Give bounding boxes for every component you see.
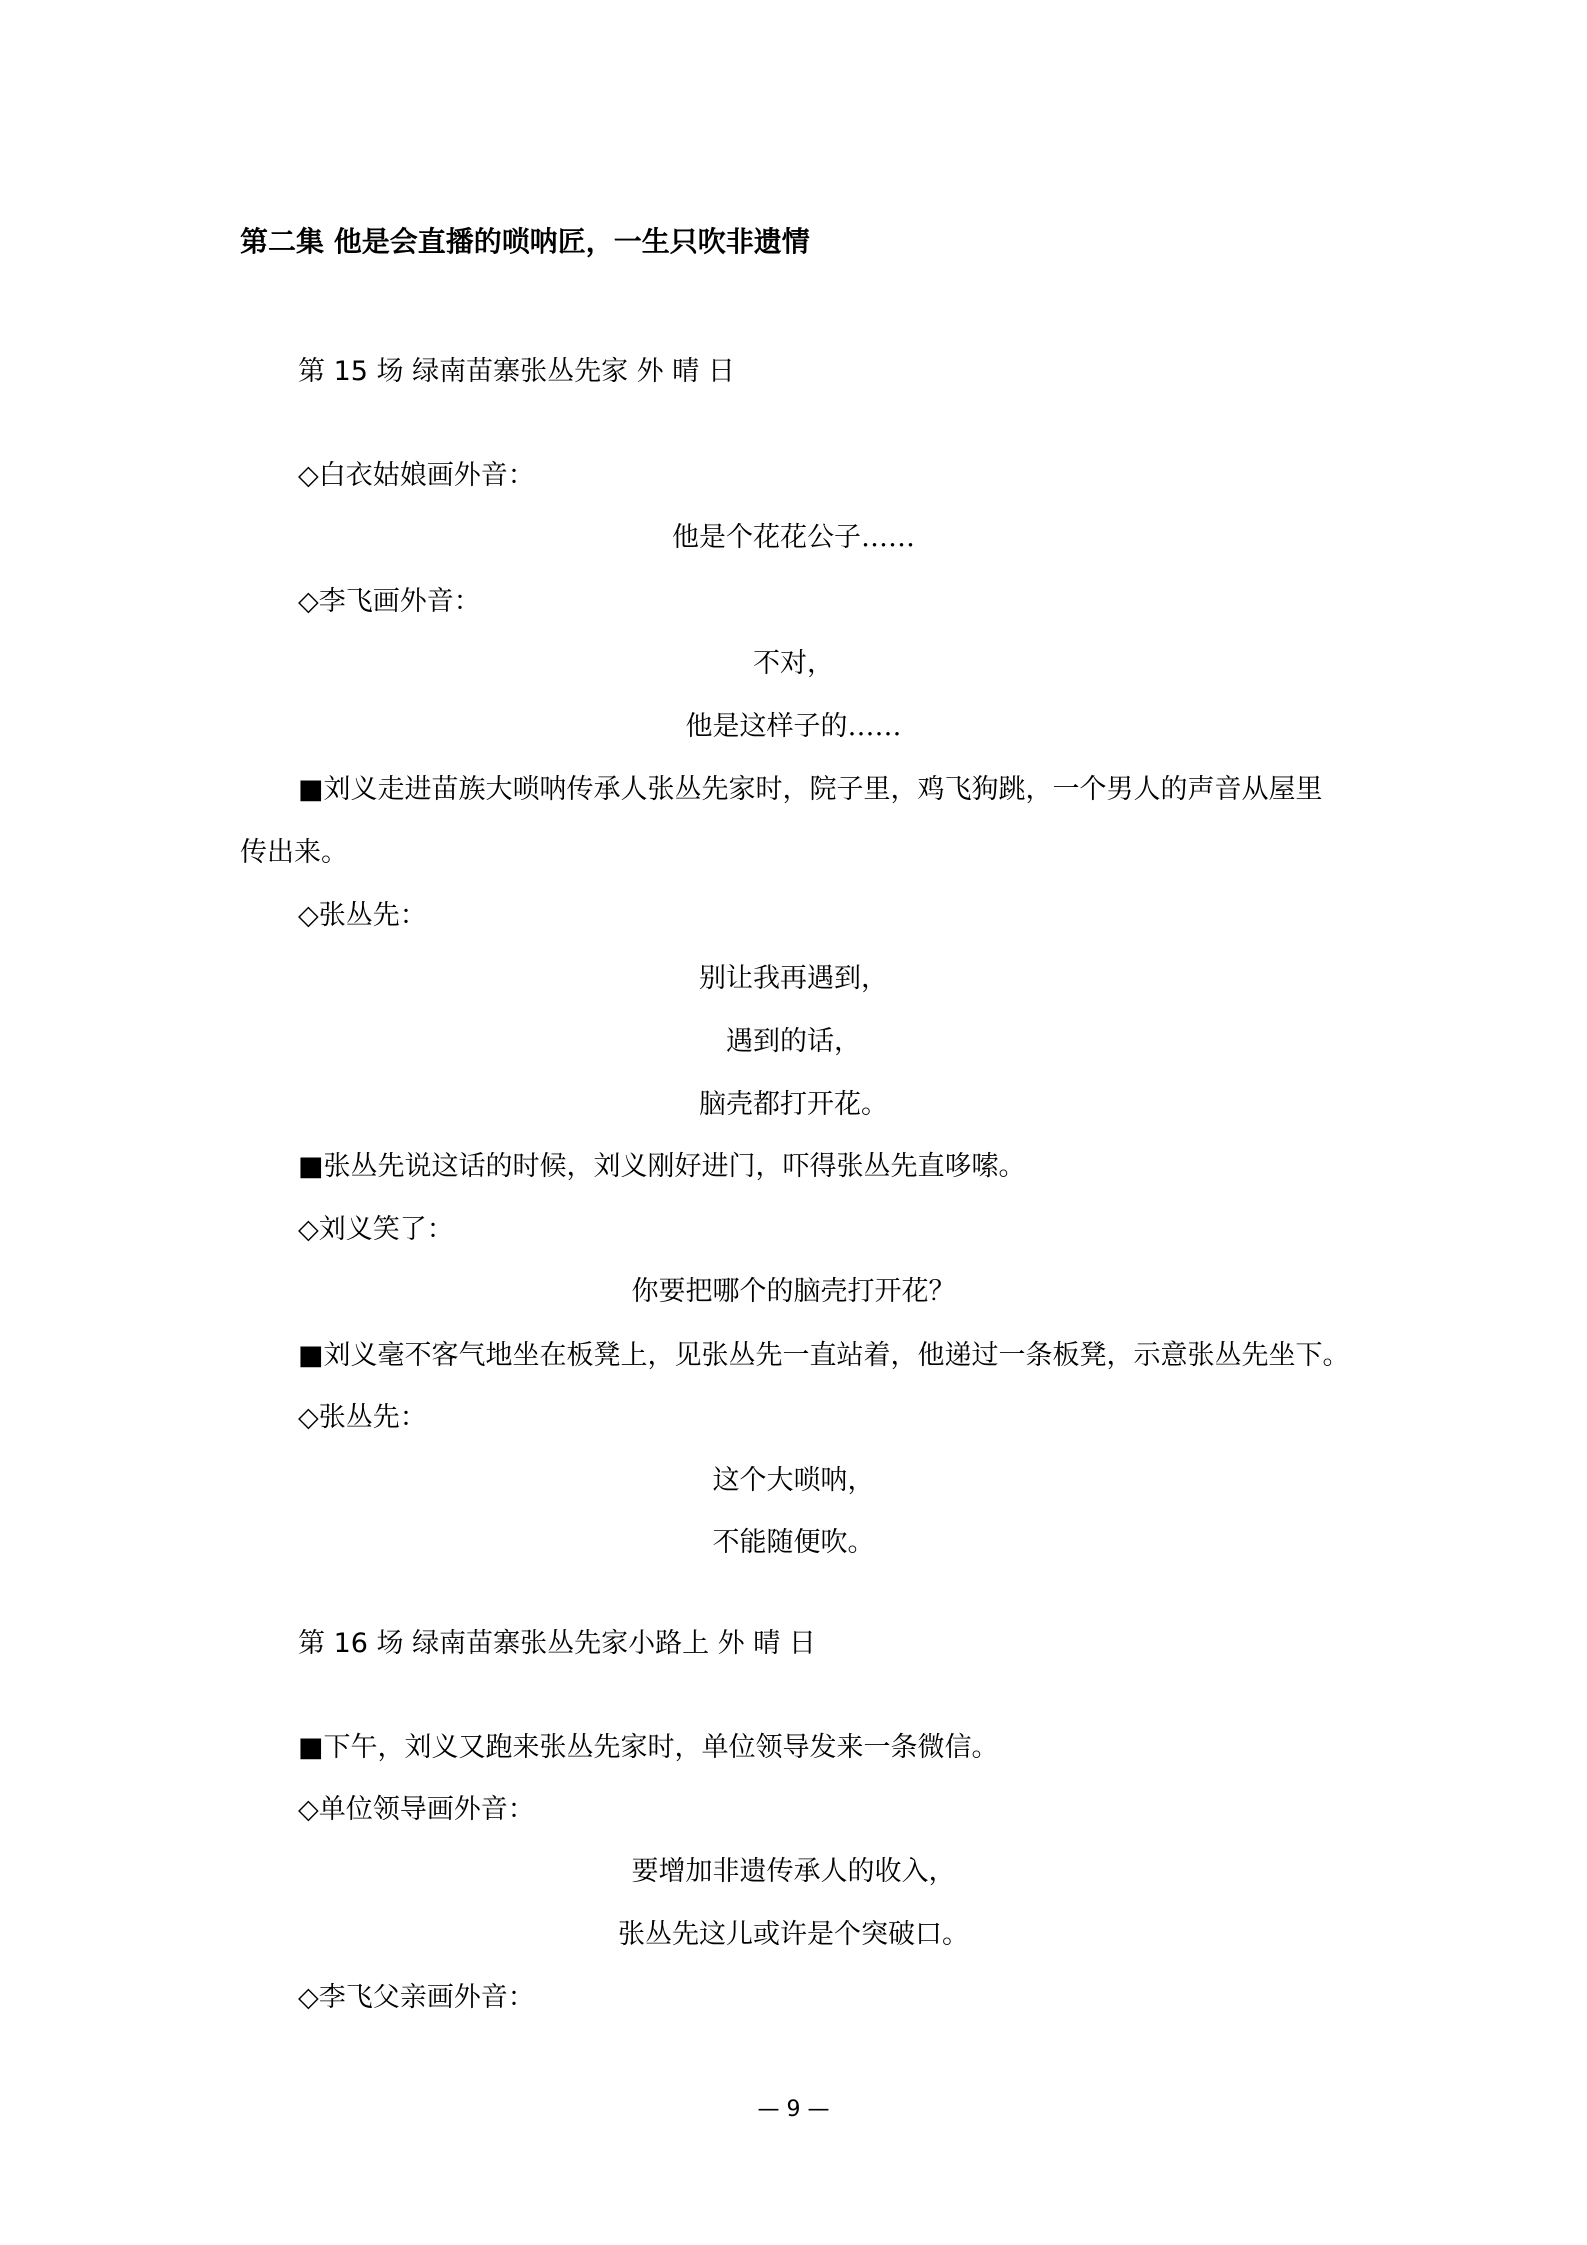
action-line: ■下午，刘义又跑来张丛先家时，单位领导发来一条微信。 <box>298 1732 999 1763</box>
dialogue-line: 不能随便吹。 <box>712 1527 875 1558</box>
dialogue-line: 脑壳都打开花。 <box>699 1089 888 1120</box>
speaker-line: ◇单位领导画外音： <box>298 1794 535 1825</box>
dialogue-line: 他是这样子的…… <box>685 711 902 742</box>
scene-15-heading: 第 15 场 绿南苗寨张丛先家 外 晴 日 <box>298 356 735 387</box>
dialogue-line: 别让我再遇到， <box>699 963 888 994</box>
dialogue-line: 张丛先这儿或许是个突破口。 <box>618 1919 969 1950</box>
dialogue-line: 遇到的话， <box>726 1026 861 1057</box>
action-line: ■刘义走进苗族大唢呐传承人张丛先家时，院子里，鸡飞狗跳，一个男人的声音从屋里 <box>298 774 1323 805</box>
dialogue-line: 他是个花花公子…… <box>672 522 915 553</box>
dialogue-line: 你要把哪个的脑壳打开花？ <box>631 1276 956 1307</box>
speaker-line: ◇张丛先： <box>298 900 427 931</box>
dialogue-line: 要增加非遗传承人的收入， <box>631 1856 956 1887</box>
speaker-line: ◇李飞父亲画外音： <box>298 1982 535 2013</box>
dialogue-line: 不对， <box>753 648 834 679</box>
action-line-continued: 传出来。 <box>240 837 348 868</box>
dialogue-line: 这个大唢呐， <box>712 1465 875 1496</box>
speaker-line: ◇白衣姑娘画外音： <box>298 460 535 491</box>
action-line: ■刘义毫不客气地坐在板凳上，见张丛先一直站着，他递过一条板凳，示意张丛先坐下。 <box>298 1340 1350 1371</box>
speaker-line: ◇张丛先： <box>298 1402 427 1433</box>
episode-title: 第二集 他是会直播的唢呐匠，一生只吹非遗情 <box>240 225 810 258</box>
speaker-line: ◇李飞画外音： <box>298 586 481 617</box>
scene-16-heading: 第 16 场 绿南苗寨张丛先家小路上 外 晴 日 <box>298 1628 816 1659</box>
speaker-line: ◇刘义笑了： <box>298 1214 454 1245</box>
page-number: — 9 — <box>757 2097 830 2122</box>
action-line: ■张丛先说这话的时候，刘义刚好进门，吓得张丛先直哆嗦。 <box>298 1151 1026 1182</box>
